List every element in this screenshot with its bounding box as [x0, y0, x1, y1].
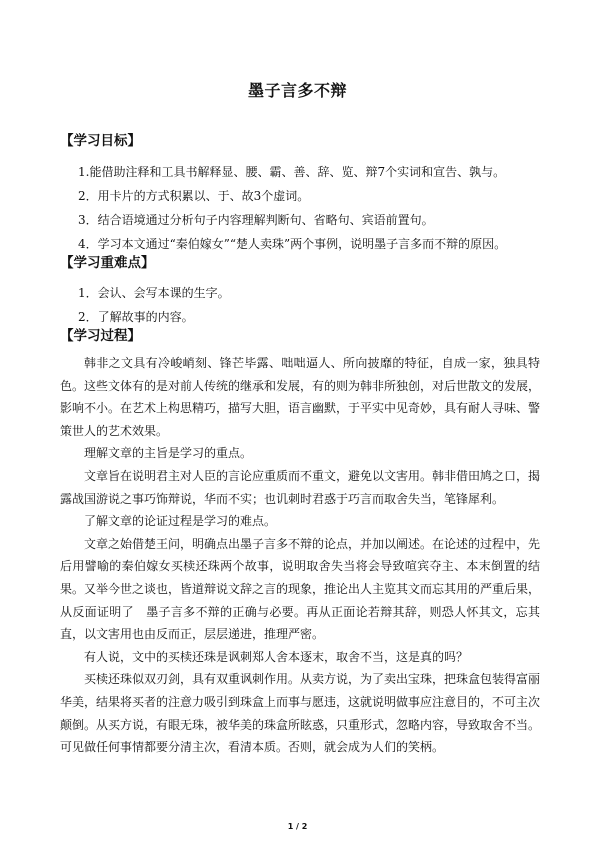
- paragraph: 文章之始借楚王问，明确点出墨子言多不辩的论点，并加以阐述。在论述的过程中，先后用譬喻的秦伯嫁女买椟还珠两个故事，说明取舍失当将会导致喧宾夺主、本末倒置的结果。又举今世之谈也，皆道辩说文辞之言的现象，推论出人主览其文而忘其用的严重后果，从反面证明了 墨子言多不辩的正确与必要。再从正面论若辩其辞，则恐人怀其文，忘其直，以文害用也由反而正，层层递进，推理严密。: [60, 536, 541, 642]
- key-points-list: [78, 281, 558, 329]
- paragraph: 韩非之文具有冷峻峭刻、锋芒毕露、咄咄逼人、所向披靡的特征，自成一家，独具特色。这些文体有的是对前人传统的继承和发展，有的则为韩非所独创，对后世散文的发展，影响不小。在艺术上构思精巧，描写大胆，语言幽默，于平实中见奇妙，具有耐人寻味、警策世人的艺术效果。: [60, 356, 541, 438]
- section-heading-process: 【学习过程】: [60, 328, 141, 344]
- page-number: 1 / 2: [287, 822, 308, 831]
- section-heading-objectives: 【学习目标】: [60, 133, 141, 149]
- objectives-list: [78, 160, 558, 256]
- list-item: 1．会认、会写本课的生字。: [78, 286, 230, 300]
- list-item: 2．用卡片的方式积累以、于、故3个虚词。: [78, 189, 310, 203]
- paragraph: 了解文章的论证过程是学习的难点。: [84, 514, 277, 529]
- paragraph: 有人说，文中的买椟还珠是讽刺郑人舍本逐末，取舍不当，这是真的吗？: [84, 649, 469, 664]
- list-item: 4．学习本文通过“秦伯嫁女”“楚人卖珠”两个事例，说明墨子言多而不辩的原因。: [78, 237, 507, 251]
- section-heading-key-points: 【学习重难点】: [60, 255, 155, 271]
- paragraph: 理解文章的主旨是学习的重点。: [84, 446, 253, 461]
- list-item: 1.能借助注释和工具书解释显、腰、霸、善、辞、览、辩7个实词和宣告、孰与。: [78, 165, 506, 179]
- list-item: 2．了解故事的内容。: [78, 310, 194, 324]
- paragraph: 买椟还珠似双刃剑，具有双重讽刺作用。从卖方说，为了卖出宝珠，把珠盒包装得富丽华美，结果将买者的注意力吸引到珠盒上而事与愿违，这就说明做事应注意目的，不可主次颠倒。从买方说，有眼无珠，被华美的珠盒所眩惑，只重形式，忽略内容，导致取舍不当。可见做任何事情都要分清主次，看清本质。否则，就会成为人们的笑柄。: [60, 672, 541, 755]
- process-body: [60, 352, 540, 759]
- list-item: 3．结合语境通过分析句子内容理解判断句、省略句、宾语前置句。: [78, 213, 434, 227]
- page-title: 墨子言多不辩: [247, 81, 347, 100]
- paragraph: 文章旨在说明君主对人臣的言论应重质而不重文，避免以文害用。韩非借田鸠之口，揭露战国游说之事巧饰辩说，华而不实；也讥刺时君惑于巧言而取舍失当，笔锋犀利。: [60, 468, 541, 506]
